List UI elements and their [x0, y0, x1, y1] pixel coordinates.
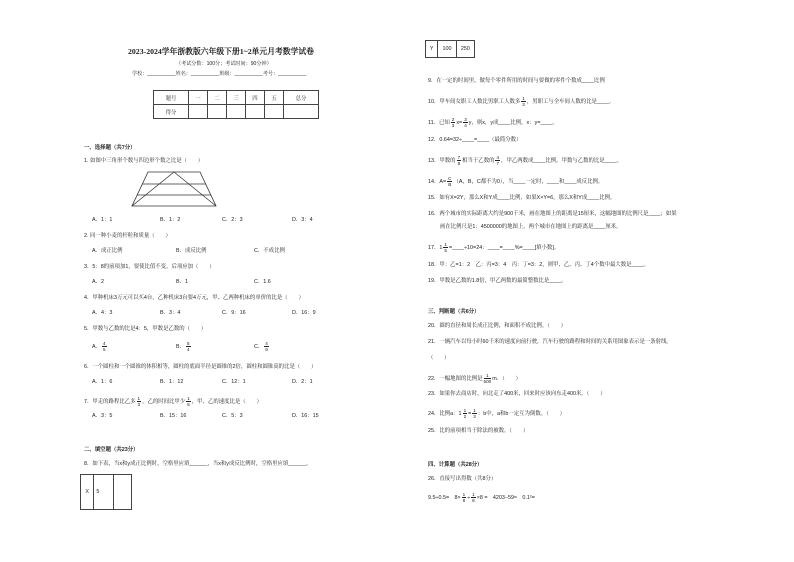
question-23: 23．如果你去商店时，向北走了400米，回来时应该向东走400米。（ ）	[428, 391, 606, 397]
question-9: 9．在一定的时间里，做每个零件所用的时间与要做的零件个数成____比例	[428, 78, 605, 84]
q4-option-c[interactable]: C．9：16	[222, 310, 246, 316]
section-title-calc: 四、计算题（共28分）	[428, 462, 483, 468]
question-17: 17．1 $\frac{1}{5}$ =____÷10=24：____=____%=____[填小数]。	[428, 242, 560, 253]
score-input-cell[interactable]	[226, 105, 245, 119]
section-title-judge: 三、判断题（共6分）	[428, 309, 480, 315]
question-6: 6．一个圆柱和一个圆锥的体积相等，圆柱的底面半径是圆锥的2倍，圆柱和圆锥高的比是（ ）	[84, 364, 317, 370]
question-26: 26．直接写出得数（共8分）	[428, 476, 497, 482]
question-15: 15．如有X=2Y，那么X和Y成____比例，如果X×Y=6，那么X和Y成____比例。	[428, 195, 616, 201]
section-title-choice: 一、选择题（共7分）	[84, 145, 136, 151]
question-20: 20．圆的直径和周长成正比例，和面积不成比例。（ ）	[428, 323, 567, 329]
question-10: 10．甲车间女职工人数比男职工人数多 $\frac{1}{3}$ ，男职工与全车间人数的比是____。	[428, 96, 615, 107]
question-25: 25．比的前项相当于除法的被数。（ ）	[428, 428, 529, 434]
question-24: 24．比例a：1 $\frac{1}{2}$ = $\frac{1}{3}$ ：b中，a和b一定互为倒数。（ ）	[428, 408, 565, 419]
score-cell: 题号	[154, 91, 189, 105]
score-cell: 四	[245, 91, 264, 105]
q8-table-x-row	[80, 474, 132, 510]
question-21: 21．一辆汽车以每小时60千米的速度向前行驶，汽车行驶的路程和时间的关系用图象表示是一条射线。	[428, 339, 672, 345]
q5-option-b[interactable]: B． $\frac{5}{4}$	[176, 341, 190, 352]
q1-option-b[interactable]: B．1：2	[160, 217, 181, 223]
question-12: 12．0.64=32÷____=____（最简分数）	[428, 137, 522, 143]
q2-option-c[interactable]: C．不成比例	[254, 248, 285, 254]
question-16-cont: 画在比例尺是1：4500000的地图上，两个城市在地图上的距离是____厘米。	[440, 224, 622, 230]
table-cell: Y	[426, 41, 438, 58]
q6-option-b[interactable]: B．1：12	[160, 379, 184, 385]
table-cell: X	[81, 475, 94, 510]
question-14: 14．A= $\frac{C}{B}$ （A，B，C都不为0），当____一定时，____和____成反比例。	[428, 176, 604, 187]
score-cell: 二	[207, 91, 226, 105]
score-cell: 得分	[154, 105, 189, 119]
question-18: 18．甲：乙=1：2 乙：丙=3：4 丙：丁=3：2，则甲、乙、丙、丁4个数中最大数是____。	[428, 262, 649, 268]
question-7: 7．甲走的路程比乙多 $\frac{1}{3}$ ，乙的时间比甲少 $\frac{1}{5}$ ，甲、乙的速度比是（ ）	[84, 396, 262, 407]
score-table	[153, 90, 319, 119]
score-input-cell[interactable]	[264, 105, 283, 119]
table-cell: 5	[94, 475, 114, 510]
question-11: 11．已知 $\frac{2}{3}$ x= $\frac{3}{4}$ y，则x，y成____比例，x：y=____。	[428, 117, 558, 128]
q2-option-b[interactable]: B．成反比例	[176, 248, 207, 254]
q7-option-c[interactable]: C．5：3	[222, 413, 243, 419]
score-input-cell[interactable]	[283, 105, 318, 119]
question-3: 3．5：8的前项加1，要使比值不变，后项应加（ ）	[84, 264, 215, 270]
question-4: 4．甲种机床3万元可以买4台，乙种机床3台要4万元，甲、乙两种机床的单价的比是（ ）	[84, 295, 304, 301]
q7-option-b[interactable]: B．15：16	[160, 413, 187, 419]
q5-option-a[interactable]: A． $\frac{4}{5}$	[92, 341, 106, 352]
q1-option-d[interactable]: D．3：4	[292, 217, 313, 223]
question-1: 1. 如图中三角形个数与四边形个数之比是（ ）	[84, 158, 204, 164]
exam-title: 2023-2024学年浙教版六年级下册1~2单元月考数学试卷	[128, 47, 314, 56]
section-title-fill: 二、填空题（共23分）	[84, 447, 139, 453]
question-8: 8．如下表，当x和y成正比例时，空格里应填______，当x和y成反比例时，空格里应填______。	[84, 461, 312, 467]
q6-option-c[interactable]: C．12：1	[222, 379, 246, 385]
q2-option-a[interactable]: A．成正比例	[92, 248, 123, 254]
question-22: 22．一幅地图的比例是 $\frac{1}{500}$ m．（ ）	[428, 373, 521, 384]
table-blank-cell[interactable]	[114, 475, 132, 510]
table-cell: 250	[456, 41, 474, 58]
q3-option-c[interactable]: C．1.6	[254, 279, 271, 285]
score-input-cell[interactable]	[188, 105, 207, 119]
q6-option-a[interactable]: A．1：6	[92, 379, 113, 385]
question-19: 19．甲数是乙数的1.8倍，甲乙两数的最简整数比是____。	[428, 278, 567, 284]
q4-option-b[interactable]: B．3：4	[160, 310, 181, 316]
trapezoid-figure	[130, 170, 230, 210]
q3-option-b[interactable]: B．1	[176, 279, 188, 285]
score-cell: 三	[226, 91, 245, 105]
question-2: 2. 同一种小麦的杆粒和质量（ ）	[84, 233, 171, 239]
score-input-cell[interactable]	[207, 105, 226, 119]
score-cell: 一	[188, 91, 207, 105]
q5-option-c[interactable]: C． $\frac{4}{9}$	[254, 341, 268, 352]
q8-table-y-row	[425, 40, 475, 58]
q1-option-a[interactable]: A．1：1	[92, 217, 113, 223]
q3-option-a[interactable]: A．2	[92, 279, 104, 285]
q1-option-c[interactable]: C．2：3	[222, 217, 243, 223]
question-13: 13．甲数的 $\frac{7}{8}$ 相当于乙数的 $\frac{4}{7}$ ，甲乙两数成____比例，甲数与乙数的比是____。	[428, 155, 623, 166]
exam-subtitle: （考试分数：100分；考试时间：90分钟）	[176, 61, 272, 67]
table-cell: 100	[438, 41, 456, 58]
q7-option-d[interactable]: D．16：15	[292, 413, 319, 419]
score-cell: 总分	[283, 91, 318, 105]
question-16: 16．两个城市的实际距离大约是900千米，画在地图上的距离是15厘米，这幅地图的比例尺是____；如果	[428, 211, 677, 217]
q6-option-d[interactable]: D．2：1	[292, 379, 313, 385]
question-21-bracket: （ ）	[428, 355, 450, 361]
q4-option-a[interactable]: A．4：3	[92, 310, 113, 316]
score-input-cell[interactable]	[245, 105, 264, 119]
student-info-line: 学校：__________姓名：__________班级：__________考号：__________	[132, 71, 307, 77]
question-5: 5．甲数与乙数的比是4：5，甲数是乙数的（ ）	[84, 326, 207, 332]
q7-option-a[interactable]: A．3：5	[92, 413, 113, 419]
q4-option-d[interactable]: D．16：9	[292, 310, 316, 316]
question-26-items: 9.5÷0.5= 8× $\frac{1}{8}$ ÷ $\frac{1}{8}$ ×8 = 4203−59≈ 0.1²=	[428, 492, 535, 503]
score-cell: 五	[264, 91, 283, 105]
